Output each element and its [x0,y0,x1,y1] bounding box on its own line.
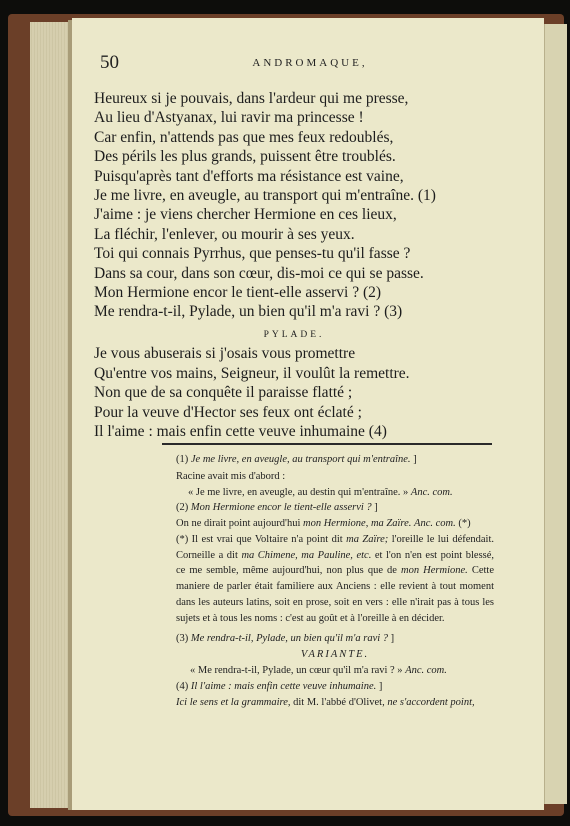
page-number: 50 [100,52,119,73]
verse-line: Car enfin, n'attends pas que mes feux redoublés, [94,128,394,146]
verse-line: Mon Hermione encor le tient-elle asservi ? (2) [94,284,382,301]
verse-line: Non que de sa conquête il paraisse flatté ; [94,384,353,402]
verse-line: Je vous abuserais si j'osais vous promettre [94,345,356,362]
facing-page-edge [544,24,567,804]
note-4-heading: (4) Il l'aime : mais enfin cette veuve inhumaine. ] [176,681,383,692]
running-title: ANDROMAQUE, [252,57,368,69]
verse-line: Au lieu d'Astyanax, lui ravir ma princesse ! [94,109,364,127]
verse-line: Des périls les plus grands, puissent être troublés. [94,148,396,166]
verse-line: Me rendra-t-il, Pylade, un bien qu'il m'a ravi ? (3) [94,303,403,321]
variante-heading: VARIANTE. [300,649,370,660]
note-2-text: On ne dirait point aujourd'hui mon Hermione, ma Zaïre. Anc. com. (*) [176,518,471,529]
page-header [100,52,480,82]
note-1-heading: (1) Je me livre, en aveugle, au transport qui m'entraîne. ] [176,454,417,465]
note-3-heading: (3) Me rendra-t-il, Pylade, un bien qu'il m'a ravi ? ] [176,633,395,644]
page-edges [30,22,70,808]
verse-line: Puisqu'après tant d'efforts ma résistance est vaine, [94,167,404,185]
note-star-paragraph: (*) Il est vrai que Voltaire n'a point dit ma Zaïre; l'oreille le lui défendait. Corneille a dit ma Chimene, ma Pauline, etc. et l'on n'en est point blessé, ce me semble, même aujourd'hui, non plus que de mon Hermione. Cette maniere de parler était familiere aux Anciens : elle revient à tout moment dans les auteurs latins, soit en prose, soit en vers : elle n'irait pas à tous les sujets et à tous les noms : c'est au goût et à l'oreille à en décider. [176,534,495,624]
note-1-variant: « Je me livre, en aveugle, au destin qui m'entraîne. » Anc. com. [188,487,453,498]
verse-line: Toi qui connais Pyrrhus, que penses-tu qu'il fasse ? [94,245,411,263]
verse-line: Pour la veuve d'Hector ses feux ont éclaté ; [94,403,362,421]
note-4-text: Ici le sens et la grammaire, dit M. l'abbé d'Olivet, ne s'accordent point, [176,697,475,708]
verse-line: Je me livre, en aveugle, au transport qui m'entraîne. (1) [94,187,436,204]
note-2-heading: (2) Mon Hermione encor le tient-elle asservi ? ] [176,502,378,513]
verse-line: Dans sa cour, dans son cœur, dis-moi ce qui se passe. [94,264,424,282]
verse-line: Heureux si je pouvais, dans l'ardeur qui me presse, [94,90,409,107]
verse-line: Il l'aime : mais enfin cette veuve inhumaine (4) [94,423,387,441]
note-3-variant: « Me rendra-t-il, Pylade, un cœur qu'il m'a ravi ? » Anc. com. [190,665,447,676]
verse-line: La fléchir, l'enlever, ou mourir à ses yeux. [94,225,355,243]
verse-line: J'aime : je viens chercher Hermione en ces lieux, [94,206,397,224]
footnote-rule [162,443,492,445]
verse-line: Qu'entre vos mains, Seigneur, il voulût la remettre. [94,364,410,382]
note-1-text: Racine avait mis d'abord : [176,471,286,482]
speaker-name: PYLADE. [263,330,325,340]
